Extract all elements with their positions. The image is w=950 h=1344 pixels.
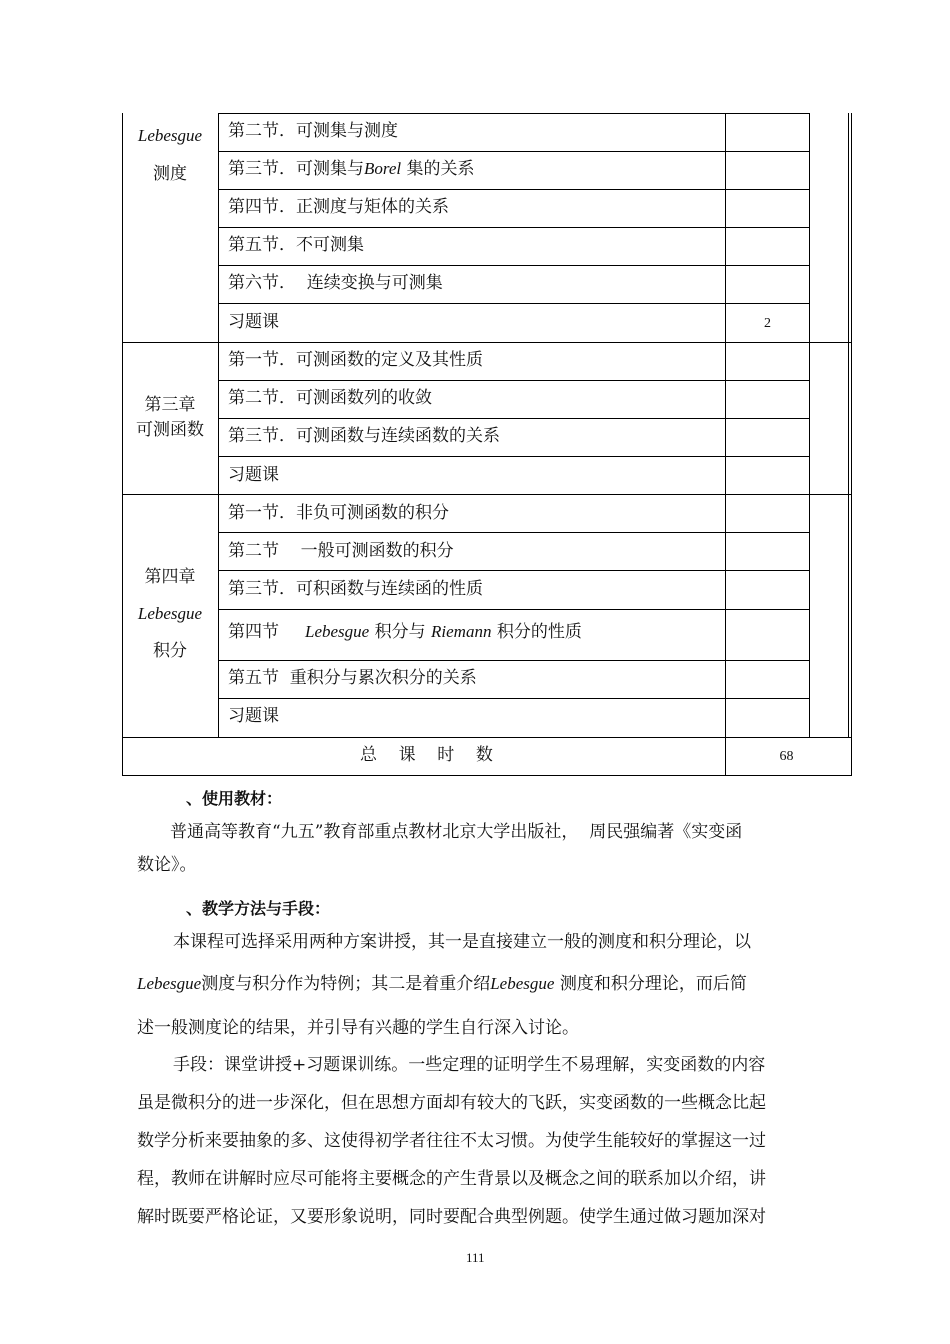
chapter4-row-4: 第四节 Lebesgue 积分与 Riemann 积分的性质 xyxy=(228,622,582,642)
method-paragraph-1-line-1: 本课程可选择采用两种方案讲授，其一是直接建立一般的测度和积分理论，以 xyxy=(173,932,751,952)
row-line xyxy=(218,303,810,304)
method-paragraph-1-line-3: 述一般测度论的结果，并引导有兴趣的学生自行深入讨论。 xyxy=(137,1018,579,1038)
method-paragraph-2-line-2: 虽是微积分的进一步深化，但在思想方面却有较大的飞跃，实变函数的一些概念比起 xyxy=(137,1093,766,1113)
chapter4-row-2: 第二节 一般可测函数的积分 xyxy=(228,541,454,561)
textbook-heading: 、使用教材： xyxy=(186,789,283,808)
chapter4-label-line2: Lebesgue xyxy=(137,604,203,623)
chapter4-row-6: 习题课 xyxy=(228,706,279,726)
chapter2-row-3: 第四节．正测度与矩体的关系 xyxy=(228,197,449,217)
chapter2-row-2: 第三节．可测集与Borel 集的关系 xyxy=(228,159,475,179)
table-col-divider-1 xyxy=(218,113,219,737)
method-paragraph-2-line-5: 解时既要严格论证，又要形象说明，同时要配合典型例题。使学生通过做习题加深对 xyxy=(137,1207,766,1227)
row-line xyxy=(218,570,810,571)
total-hours-label: 总 课 时 数 xyxy=(360,745,493,765)
chapter2-row-1: 第二节．可测集与测度 xyxy=(228,121,398,141)
total-line-top xyxy=(122,737,852,738)
method-paragraph-2-line-3: 数学分析来要抽象的多、这使得初学者往往不太习惯。为使学生能较好的掌握这一过 xyxy=(137,1131,766,1151)
chapter2-row-5: 第六节． 连续变换与可测集 xyxy=(228,273,443,293)
row-line xyxy=(218,698,810,699)
chapter4-label-line3: 积分 xyxy=(153,641,187,661)
table-col-divider-4 xyxy=(848,113,849,737)
textbook-line-1: 普通高等教育“九五”教育部重点教材北京大学出版社， 周民强编著《实变函 xyxy=(170,822,743,842)
textbook-line-2: 数论》。 xyxy=(137,855,197,875)
page-number: 111 xyxy=(466,1250,485,1265)
method-paragraph-2-line-1: 手段：课堂讲授+习题课训练。一些定理的证明学生不易理解，实变函数的内容 xyxy=(173,1055,766,1075)
chapter4-row-3: 第三节．可积函数与连续函的性质 xyxy=(228,579,483,599)
table-border-left xyxy=(122,113,123,775)
chapter3-row-4: 习题课 xyxy=(228,465,279,485)
row-line xyxy=(218,227,810,228)
row-line xyxy=(218,113,810,114)
total-hours-value: 68 xyxy=(779,749,794,764)
table-border-bottom xyxy=(122,775,852,776)
chapter3-row-3: 第三节．可测函数与连续函数的关系 xyxy=(228,426,500,446)
row-line xyxy=(218,418,810,419)
method-paragraph-1-line-2: Lebesgue测度与积分作为特例；其二是着重介绍Lebesgue 测度和积分理论，而后简 xyxy=(137,974,747,994)
chapter2-label-line1: Lebesgue xyxy=(137,126,203,145)
chapter-line xyxy=(122,494,852,495)
chapter2-row-4: 第五节．不可测集 xyxy=(228,235,364,255)
row-line xyxy=(218,456,810,457)
row-line xyxy=(218,532,810,533)
chapter-line xyxy=(122,342,852,343)
table-col-divider-3 xyxy=(809,113,810,737)
table-border-right xyxy=(851,113,852,775)
row-line xyxy=(218,265,810,266)
row-line xyxy=(218,380,810,381)
row-line xyxy=(218,151,810,152)
chapter2-row-6: 习题课 xyxy=(228,312,279,332)
chapter4-label-line1: 第四章 xyxy=(144,567,196,587)
chapter2-exercise-hours: 2 xyxy=(764,316,771,331)
chapter3-label-line1: 第三章 xyxy=(144,395,196,415)
row-line xyxy=(218,189,810,190)
chapter3-row-2: 第二节．可测函数列的收敛 xyxy=(228,388,432,408)
chapter3-label-line2: 可测函数 xyxy=(136,420,204,440)
table-col-divider-2 xyxy=(725,113,726,775)
chapter2-label-line2: 测度 xyxy=(153,164,187,184)
chapter4-row-1: 第一节．非负可测函数的积分 xyxy=(228,503,449,523)
row-line xyxy=(218,609,810,610)
method-heading: 、教学方法与手段： xyxy=(186,899,331,918)
chapter4-row-5: 第五节 重积分与累次积分的关系 xyxy=(228,668,477,688)
method-paragraph-2-line-4: 程，教师在讲解时应尽可能将主要概念的产生背景以及概念之间的联系加以介绍，讲 xyxy=(137,1169,766,1189)
chapter3-row-1: 第一节．可测函数的定义及其性质 xyxy=(228,350,483,370)
row-line xyxy=(218,660,810,661)
